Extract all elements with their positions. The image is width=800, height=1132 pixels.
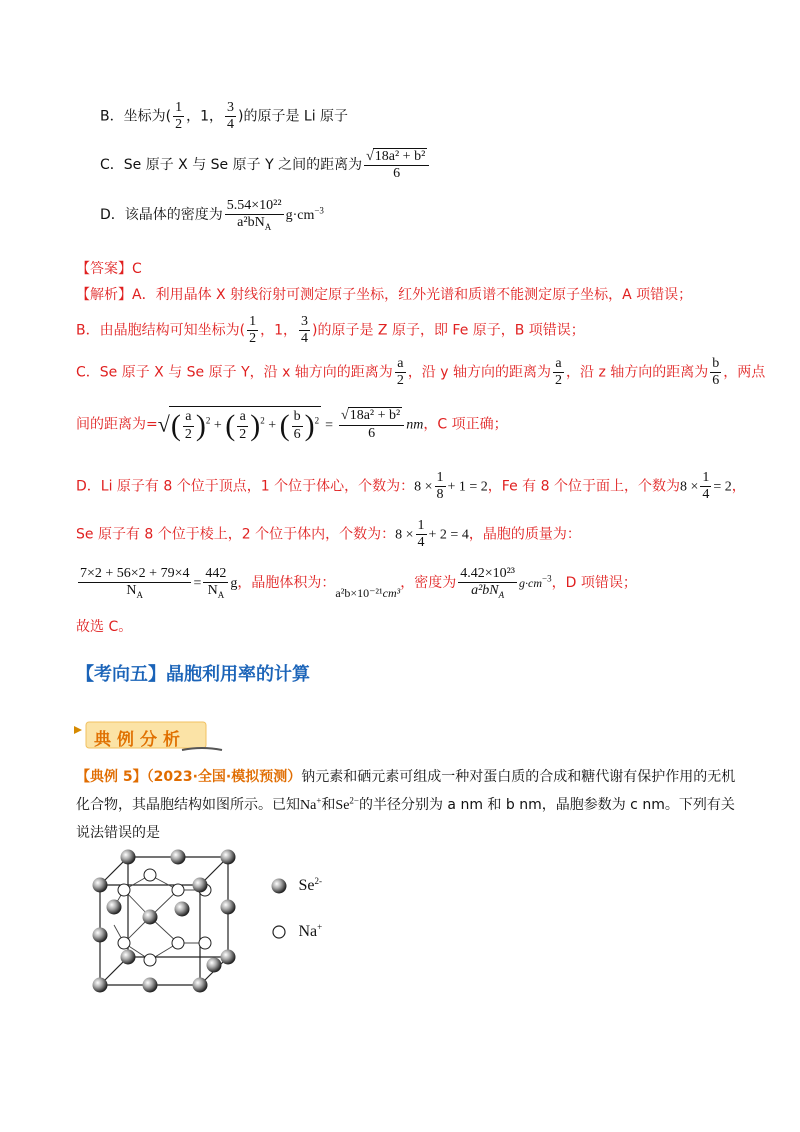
analysis-b-prefix: B．由晶胞结构可知坐标为( [76,322,246,339]
analysis-d-line2-p1: Se 原子有 8 个位于棱上，2 个位于体内，个数为： [76,526,396,543]
frac-num: 1 [173,100,184,117]
analysis-c-line2 [76,406,508,443]
analysis-c-p2: ，沿 y 轴方向的距离为 [407,364,551,381]
example-line2 [76,794,735,814]
legend-na-charge: + [317,922,323,932]
na-atom-icon [270,923,288,941]
analysis-c-line2-prefix: 间的距离为= [76,416,158,433]
paren: ) [195,409,206,442]
sqrt-radicand: ( $\frac{a}{2}$ )$^2$ + ( $\frac{a}{2}$ )$^2$ + ( $\frac{b}{6}$ )$^2$ [169,406,321,443]
sqrt-sign: √ [341,408,349,424]
legend-na [270,922,322,941]
analysis-d-vol-value [335,586,400,600]
analysis-d-p3: ， [731,478,746,495]
frac-den-sub: A [498,589,505,600]
se-ion: Se [335,798,350,813]
analysis-d-den-label: ，密度为 [400,575,457,592]
frac-den: 2 [239,426,247,442]
example-source: （2023·全国·模拟预测） [146,769,302,785]
exp: 2 [314,415,320,426]
frac-num: a [395,356,406,373]
section-heading: 【考向五】晶胞利用率的计算 [76,664,310,685]
analysis-label: 【解析】 [76,287,132,303]
frac-den: 4 [301,331,308,347]
analysis-a-text: A．利用晶体 X 射线衍射可测定原子坐标，红外光谱和质谱不能测定原子坐标，A 项错误； [132,287,693,303]
unit-sup: −3 [314,205,324,216]
analysis-d-line2 [76,518,581,551]
frac-num: 4.42×10²³ [458,566,517,583]
frac-num: a [553,356,564,373]
unit-sup: −3 [542,573,552,584]
exp: 2 [260,415,265,426]
frac-num: b [292,409,303,426]
legend-se-label: Se [298,876,315,894]
frac-den-sub: A [136,589,144,600]
sqrt-sign: √ [157,411,170,437]
frac-num: 1 [416,518,427,535]
frac-num: 3 [299,314,310,331]
option-b-prefix: B．坐标为( [100,108,172,125]
paren: ( [170,409,181,442]
unit: g·cm [519,576,543,591]
answer-label: 【答案】 [76,261,132,277]
option-b-suffix: )的原子是 Li 原子 [238,108,349,125]
sqrt-body: 18a² + b² [349,408,401,424]
frac-den: 2 [555,373,562,389]
banner-example-analysis [72,718,232,754]
analysis-d-p1: D．Li 原子有 8 个位于顶点，1 个位于体心，个数为： [76,478,415,495]
frac-num: 1 [247,314,258,331]
sqrt-body: 18a² + b² [374,149,426,164]
frac-den: 6 [293,426,301,442]
analysis-c-p1: C．Se 原子 X 与 Se 原子 Y，沿 x 轴方向的距离为 [76,364,393,381]
speaker-icon [74,726,82,734]
math: 8 × [414,479,433,495]
analysis-c-p3: ，沿 z 轴方向的距离为 [566,364,709,381]
frac-den: 6 [368,425,376,441]
analysis-d-vol-label: ，晶胞体积为： [237,575,336,592]
example-line2-c: 的半径分别为 a nm 和 b nm，晶胞参数为 c nm。下列有关 [358,797,735,813]
math: = 2 [713,479,732,495]
frac-den: 2 [396,373,404,389]
frac-den: 6 [712,373,720,389]
frac-den: 4 [702,487,710,503]
analysis-conclusion: 故选 C。 [76,619,133,635]
na-ion-charge: + [316,795,322,806]
analysis-d-line3 [76,566,637,600]
vol-unit: cm³ [382,586,401,601]
frac-num: 1 [700,470,711,487]
unit: g [230,576,238,592]
analysis-b [76,314,585,347]
paren: ) [250,409,261,442]
frac-num: a [183,409,194,426]
se-atom-icon [270,877,288,895]
legend-na-label: Na [298,922,318,940]
frac-den: 4 [227,117,234,133]
frac-num: 1 [435,470,446,487]
frac-den: N [207,583,218,599]
analysis-a [76,284,692,304]
math: + 1 = 2 [447,479,488,495]
frac-num: 7×2 + 56×2 + 79×4 [78,566,191,583]
analysis-d-line2-p2: ，晶胞的质量为： [468,526,581,543]
frac-den: 2 [184,426,192,442]
frac-den: 6 [393,166,401,182]
na-ion: Na [300,798,317,813]
option-b [100,100,348,133]
frac-den: N [126,583,137,599]
analysis-c-line1 [76,356,765,389]
legend-se [270,876,322,895]
example-line1-text: 钠元素和硒元素可组成一种对蛋白质的合成和糖代谢有保护作用的无机 [301,769,736,785]
math: + 2 = 4 [428,527,469,543]
answer-value: C [132,261,142,277]
frac-den: 2 [175,117,183,133]
se-ion-charge: 2− [349,795,359,806]
analysis-d-end: ，D 项错误； [551,575,637,592]
frac-num: a [237,409,248,426]
analysis-c-p4: ，两点 [723,364,766,381]
frac-den: 2 [249,331,257,347]
legend-se-charge: 2- [314,876,322,886]
analysis-b-mid: ，1， [260,322,297,339]
paren: ( [279,409,290,442]
answer-line [76,258,142,278]
frac-den: 4 [417,535,425,551]
analysis-c-line2-suffix: ，C 项正确； [423,416,508,433]
sqrt-sign: √ [366,149,374,164]
frac-den: a²bN [237,215,265,231]
exp: 2 [205,415,211,426]
frac-num: b [710,356,721,373]
banner-text: 典例分析 [94,730,186,750]
frac-den: a²bN [471,583,499,599]
frac-den: 8 [436,487,444,503]
frac-num: 442 [203,566,228,583]
equals: = [325,417,334,433]
equals: = [193,576,202,592]
math: 8 × [679,479,699,495]
option-d-prefix: D．该晶体的密度为 [100,207,223,224]
option-c [100,148,431,182]
frac-num: 5.54×10²² [225,198,284,215]
unit: g·cm [285,208,315,224]
option-c-prefix: C．Se 原子 X 与 Se 原子 Y 之间的距离为 [100,157,363,174]
frac-den-sub: A [217,589,225,600]
paren: ( [225,409,236,442]
example-line3: 说法错误的是 [76,825,160,841]
analysis-b-suffix: )的原子是 Z 原子，即 Fe 原子，B 项错误； [312,322,585,339]
crystal-structure-diagram [80,845,260,1015]
option-d [100,198,324,232]
analysis-d-line1 [76,470,746,503]
unit: nm [406,417,424,433]
vol-value: a²b×10⁻²¹ [335,586,383,601]
paren: ) [304,409,315,442]
math: 8 × [395,527,414,543]
example-line1 [76,766,735,786]
frac-num: 3 [225,100,236,117]
option-b-mid: ，1， [186,108,223,125]
example-line2-b: 和 [321,797,336,813]
analysis-d-p2: ，Fe 有 8 个位于面上，个数为 [487,478,680,495]
example-tag: 【典例 5】 [76,769,147,785]
frac-den-sub: A [264,221,272,232]
example-line2-a: 化合物，其晶胞结构如图所示。已知 [76,797,300,813]
